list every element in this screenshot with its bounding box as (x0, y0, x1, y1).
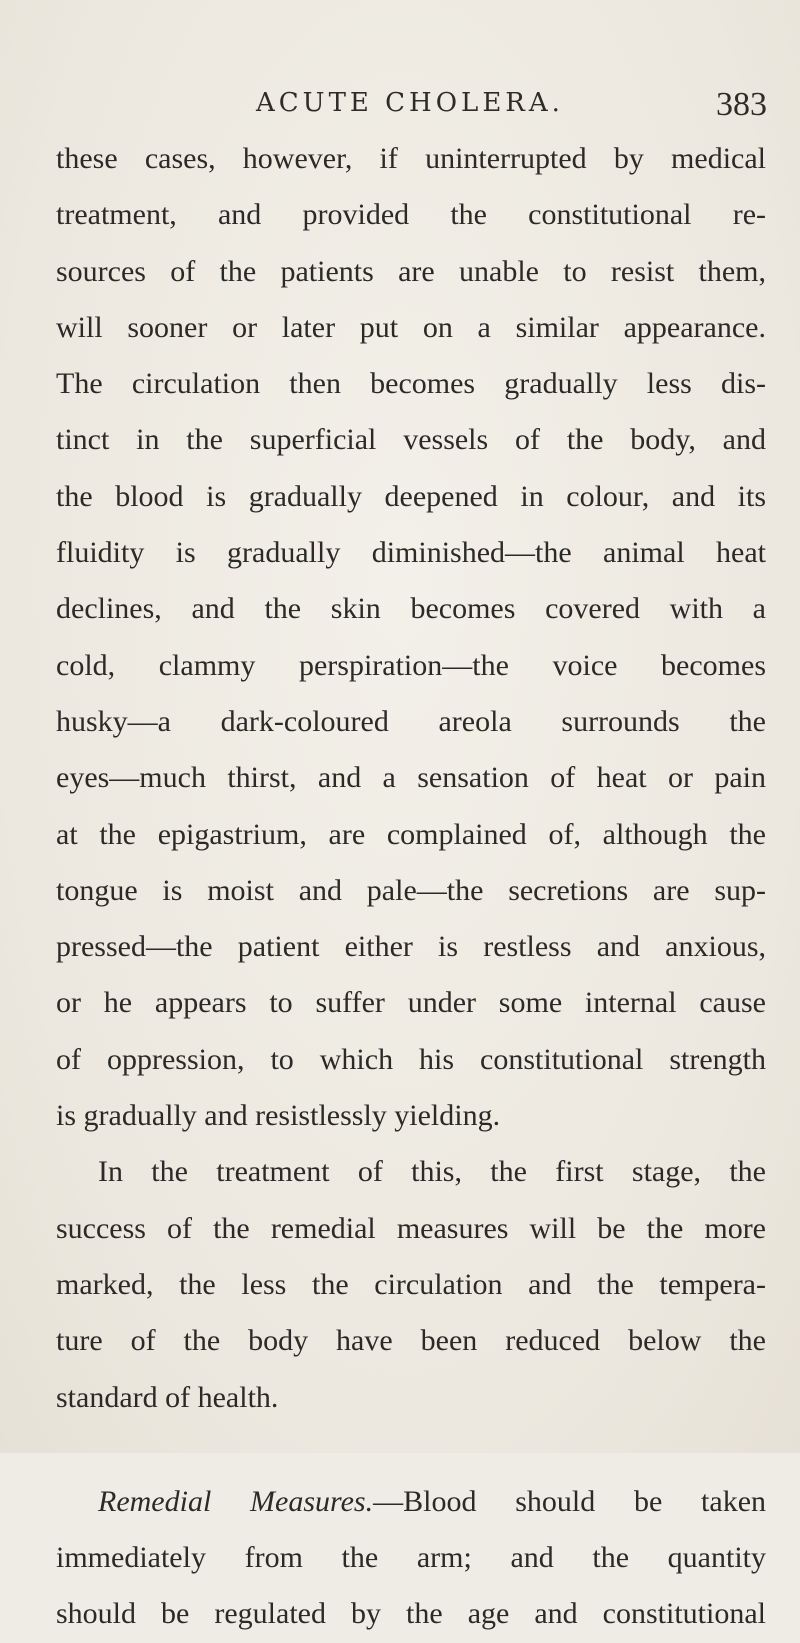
text-line: eyes—much thirst, and a sensation of heat or pain (56, 761, 766, 795)
text-line: tinct in the superficial vessels of the body, and (56, 423, 766, 457)
text-line: husky—a dark-coloured areola surrounds the (56, 704, 766, 738)
text-line: will sooner or later put on a similar appearance. (56, 310, 766, 344)
text-line: at the epigastrium, are complained of, although the (56, 817, 766, 851)
text-line: should be regulated by the age and constitutional (56, 1597, 766, 1631)
text-line: marked, the less the circulation and the tempera- (56, 1267, 766, 1301)
paragraph-remedial-measures (56, 1474, 766, 1643)
text-line: sources of the patients are unable to resist them, (56, 254, 766, 288)
running-title: ACUTE CHOLERA. (256, 88, 564, 118)
page-header (0, 88, 800, 128)
text-line: of oppression, to which his constitutional strength (56, 1042, 766, 1076)
text-line: tongue is moist and pale—the secretions are sup- (56, 873, 766, 907)
text-line: is gradually and resistlessly yielding. (56, 1099, 501, 1133)
text-line: standard of health. (56, 1380, 279, 1414)
text-line: treatment, and provided the constitutional re- (56, 198, 766, 232)
text-line: fluidity is gradually diminished—the animal heat (56, 536, 766, 570)
paragraph-treatment-stage (56, 1144, 766, 1425)
text-run: —Blood should be taken (373, 1484, 767, 1518)
section-heading: Remedial Measures. (98, 1484, 374, 1518)
text-line: immediately from the arm; and the quantity (56, 1541, 766, 1575)
text-line (56, 1474, 766, 1530)
text-line: cold, clammy perspiration—the voice becomes (56, 648, 766, 682)
paragraph-symptoms (56, 131, 766, 1144)
text-line: success of the remedial measures will be the more (56, 1211, 766, 1245)
text-line: ture of the body have been reduced below the (56, 1324, 766, 1358)
text-line: declines, and the skin becomes covered with a (56, 592, 766, 626)
body-text (56, 131, 766, 1643)
text-line: or he appears to suffer under some internal cause (56, 986, 766, 1020)
text-line: pressed—the patient either is restless and anxious, (56, 930, 766, 964)
text-line: these cases, however, if uninterrupted by medical (56, 142, 766, 175)
text-line: In the treatment of this, the first stage, the (98, 1155, 766, 1189)
page-number: 383 (716, 86, 767, 123)
text-line: The circulation then becomes gradually less dis- (56, 367, 766, 401)
text-line: the blood is gradually deepened in colour, and its (56, 479, 766, 513)
